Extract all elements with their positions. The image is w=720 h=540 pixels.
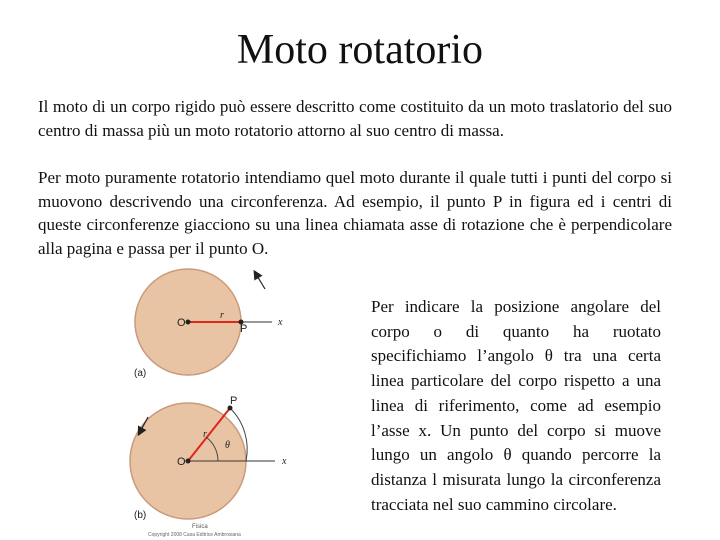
credit-title: Fisica — [192, 524, 208, 530]
axis-label-a: x — [278, 317, 283, 328]
rotation-arrow-a — [256, 274, 265, 289]
point-label-b: P — [230, 395, 238, 407]
point-label-a: P — [240, 323, 248, 335]
center-dot-a — [186, 320, 191, 325]
center-label-b: O — [177, 456, 186, 468]
panel-label-a: (a) — [134, 368, 147, 379]
figure-panel-b — [130, 395, 287, 521]
figure-panel-a — [134, 269, 283, 379]
center-label-a: O — [177, 317, 186, 329]
angular-position-paragraph: Per indicare la posizione angolare del corpo o di quanto ha ruotato specifichiamo l’angolo θ tra una certa linea particolare del corpo rispetto a una linea di riferimento, come ad esempio l’asse x. Un punto del corpo si muove lungo un angolo θ quando percorre la distanza l misurata lungo la circonferenza tracciata nel suo cammino circolare. — [371, 297, 661, 514]
rotation-figure — [120, 262, 370, 540]
radius-label-b: r — [203, 429, 207, 440]
intro-paragraph: Il moto di un corpo rigido può essere descritto come costituito da un moto traslatorio del suo centro di massa più un moto rotatorio attorno al suo centro di massa. — [38, 97, 672, 140]
credit-line: Copyright 2008 Casa Editrice Ambrosiana — [148, 532, 241, 538]
panel-label-b: (b) — [134, 510, 147, 521]
page-title: Moto rotatorio — [236, 27, 484, 73]
theta-label-b: θ — [225, 440, 230, 451]
axis-label-b: x — [282, 456, 287, 467]
rotation-definition-paragraph: Per moto puramente rotatorio intendiamo quel moto durante il quale tutti i punti del corpo si muovono descrivendo una circonferenza. Ad esempio, il punto P in figura ed i centri di queste circonferenze giacciono su una linea chiamata asse di rotazione che è perpendicolare alla pagina e passa per il punto O. — [38, 168, 672, 258]
radius-label-a: r — [220, 310, 224, 321]
center-dot-b — [186, 459, 191, 464]
